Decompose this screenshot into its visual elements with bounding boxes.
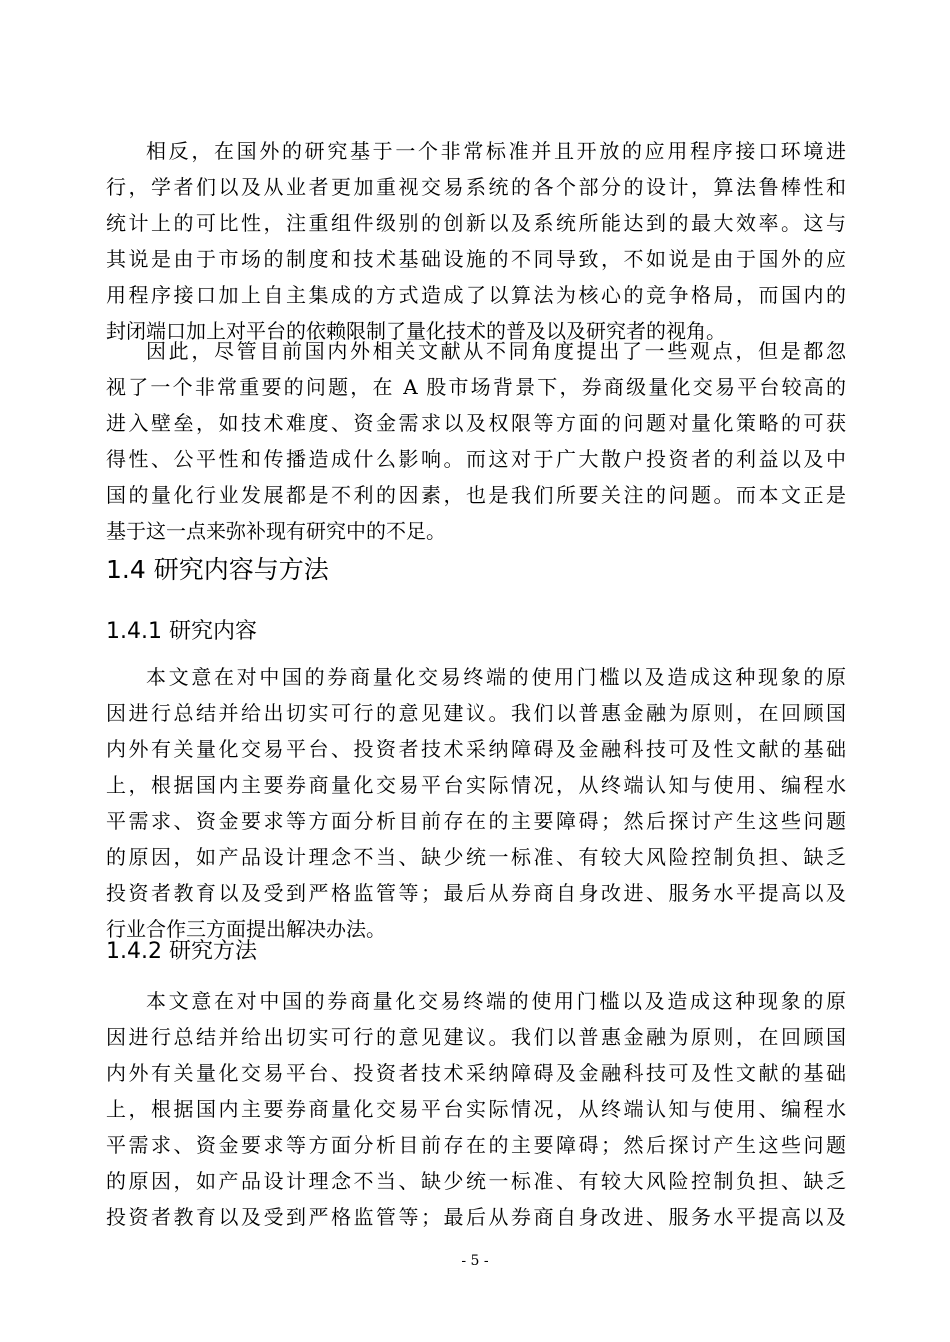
paragraph-line: 上，根据国内主要券商量化交易平台实际情况，从终端认知与使用、编程水 [106,773,846,797]
paragraph-line: 得性、公平性和传播造成什么影响。而这对于广大散户投资者的利益以及中 [106,447,846,471]
paragraph-line: 因进行总结并给出切实可行的意见建议。我们以普惠金融为原则，在回顾国 [106,701,846,725]
paragraph-line: 上，根据国内主要券商量化交易平台实际情况，从终端认知与使用、编程水 [106,1097,846,1121]
paragraph-line: 统计上的可比性，注重组件级别的创新以及系统所能达到的最大效率。这与 [106,211,846,235]
paragraph-line: 平需求、资金要求等方面分析目前存在的主要障碍；然后探讨产生这些问题 [106,809,846,833]
paragraph-line: 本文意在对中国的券商量化交易终端的使用门槛以及造成这种现象的原 [146,665,846,689]
paragraph-line: 用程序接口加上自主集成的方式造成了以算法为核心的竞争格局，而国内的 [106,283,846,307]
paragraph-line: 的原因，如产品设计理念不当、缺少统一标准、有较大风险控制负担、缺乏 [106,845,846,869]
paragraph-line: 因进行总结并给出切实可行的意见建议。我们以普惠金融为原则，在回顾国 [106,1025,846,1049]
paragraph-research-gap [106,333,846,549]
paragraph-line: 行业合作三方面提出解决办法。 [106,917,386,941]
paragraph-line: 本文意在对中国的券商量化交易终端的使用门槛以及造成这种现象的原 [146,989,846,1013]
subsection-heading: 1.4.2 研究方法 [106,939,257,964]
paragraph-line: 视了一个非常重要的问题，在 A 股市场背景下，券商级量化交易平台较高的 [106,375,846,399]
paragraph-line: 行，学者们以及从业者更加重视交易系统的各个部分的设计，算法鲁棒性和 [106,175,846,199]
paragraph-line: 的原因，如产品设计理念不当、缺少统一标准、有较大风险控制负担、缺乏 [106,1169,846,1193]
paragraph-line: 平需求、资金要求等方面分析目前存在的主要障碍；然后探讨产生这些问题 [106,1133,846,1157]
paragraph-line: 封闭端口加上对平台的依赖限制了量化技术的普及以及研究者的视角。 [106,319,726,343]
section-heading: 1.4 研究内容与方法 [106,555,329,584]
paragraph-research-method [106,983,846,1235]
paragraph-line: 基于这一点来弥补现有研究中的不足。 [106,519,446,543]
subsection-heading: 1.4.1 研究内容 [106,619,257,644]
paragraph-line: 国的量化行业发展都是不利的因素，也是我们所要关注的问题。而本文正是 [106,483,846,507]
paragraph-line: 其说是由于市场的制度和技术基础设施的不同导致，不如说是由于国外的应 [106,247,846,271]
paragraph-line: 相反，在国外的研究基于一个非常标准并且开放的应用程序接口环境进 [146,139,846,163]
page-number: - 5 - [461,1253,489,1269]
paragraph-line: 进入壁垒，如技术难度、资金需求以及权限等方面的问题对量化策略的可获 [106,411,846,435]
paragraph-line: 内外有关量化交易平台、投资者技术采纳障碍及金融科技可及性文献的基础 [106,1061,846,1085]
paragraph-line: 因此，尽管目前国内外相关文献从不同角度提出了一些观点，但是都忽 [146,339,846,363]
paragraph-line: 内外有关量化交易平台、投资者技术采纳障碍及金融科技可及性文献的基础 [106,737,846,761]
paragraph-line: 投资者教育以及受到严格监管等；最后从券商自身改进、服务水平提高以及 [106,881,846,905]
paragraph-research-content [106,659,846,947]
paragraph-comparison [106,133,846,349]
paragraph-line: 投资者教育以及受到严格监管等；最后从券商自身改进、服务水平提高以及 [106,1205,846,1229]
